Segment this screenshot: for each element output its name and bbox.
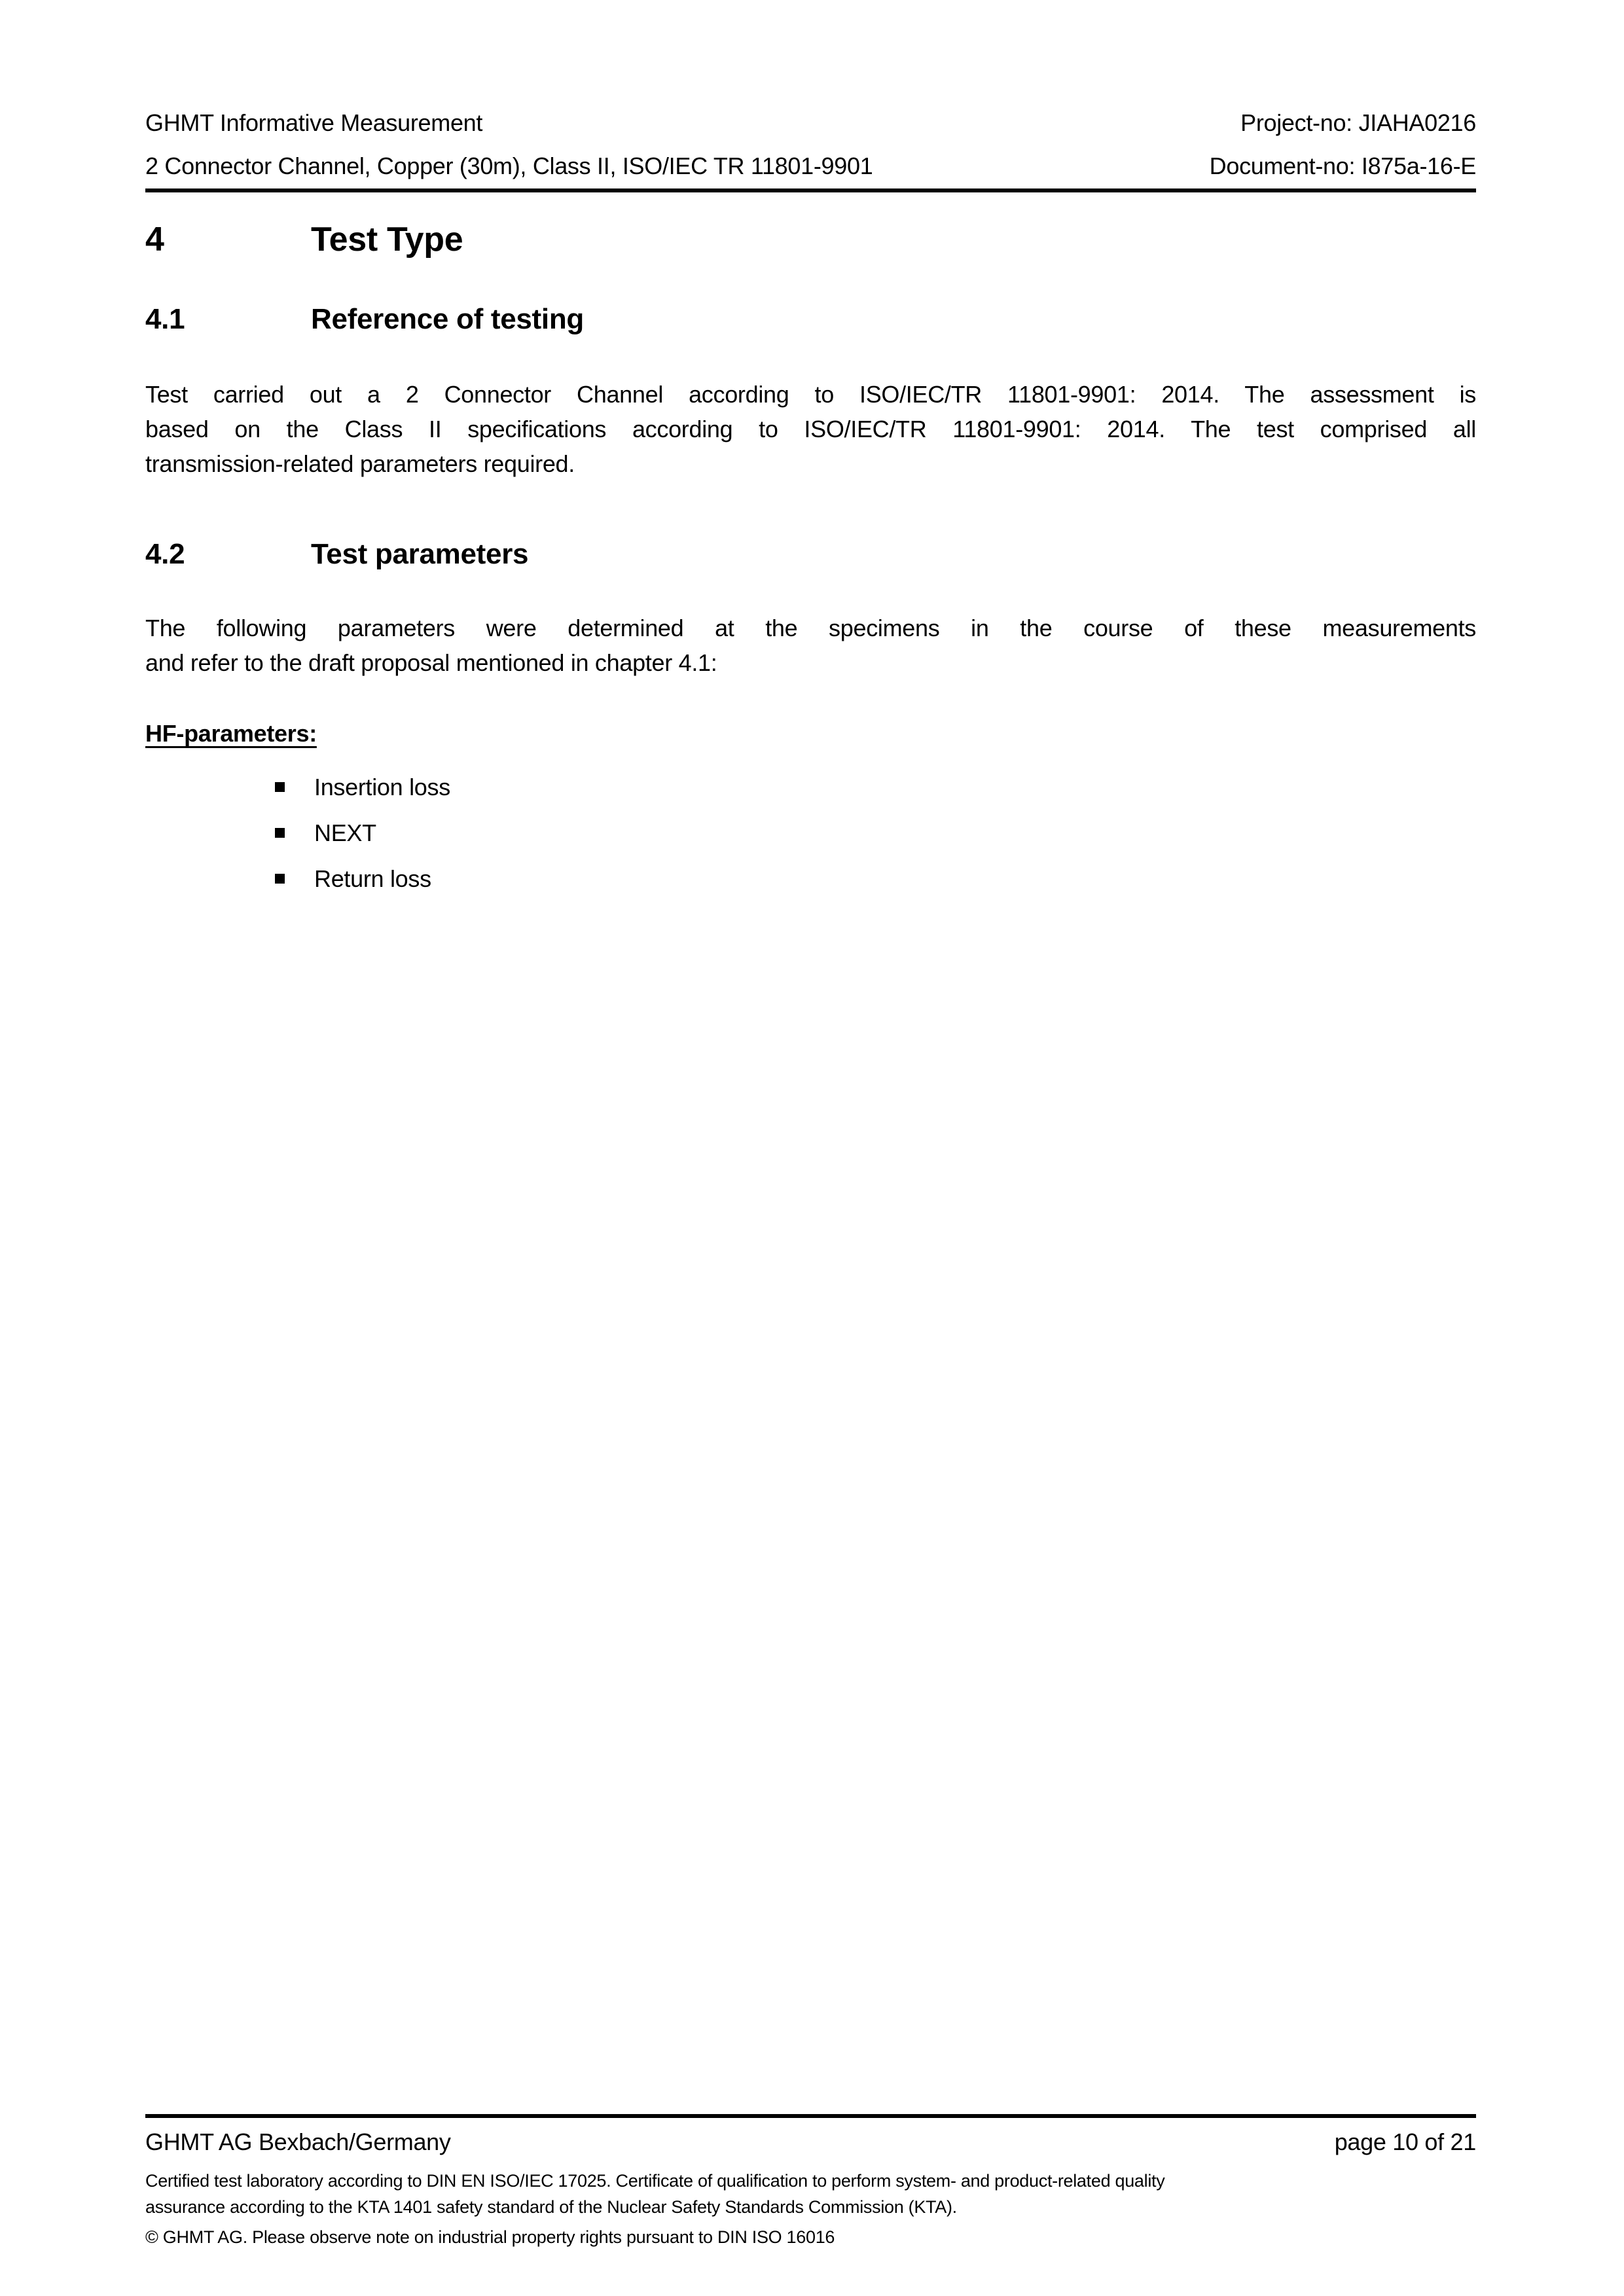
footer-copyright: © GHMT AG. Please observe note on industrial property rights pursuant to DIN ISO 16016 (145, 2227, 835, 2247)
list-item-label: Return loss (314, 865, 431, 892)
section-title: Test Type (311, 221, 463, 259)
section-number: 4.1 (145, 303, 185, 335)
paragraph-line: The following parameters were determined at the specimens in the course of these measurements (145, 615, 1476, 641)
header-rule (145, 188, 1476, 192)
section-title: Reference of testing (311, 303, 584, 335)
section-number: 4.2 (145, 538, 185, 570)
footer-rule (145, 2114, 1476, 2118)
header-subtitle: 2 Connector Channel, Copper (30m), Class II, ISO/IEC TR 11801-9901 (145, 152, 873, 179)
paragraph-4-1 (145, 377, 1476, 481)
footer-page-number: page 10 of 21 (1334, 2128, 1476, 2155)
paragraph-line: based on the Class II specifications according to ISO/IEC/TR 11801-9901: 2014. The test comprised all (145, 416, 1476, 442)
paragraph-4-2 (145, 611, 1476, 680)
hf-parameters-list (145, 774, 1476, 892)
section-heading-4 (145, 221, 1476, 258)
square-bullet-icon (275, 782, 285, 792)
page-content (145, 0, 1476, 912)
hf-parameters-label: HF-parameters: (145, 720, 317, 747)
section-heading-4-1 (145, 304, 1476, 335)
page-footer (145, 2105, 1476, 2249)
footer-certification-note (145, 2168, 1476, 2220)
footer-note-line: Certified test laboratory according to DIN EN ISO/IEC 17025. Certificate of qualification to perform system- and product-related quality (145, 2171, 1165, 2191)
section-title: Test parameters (311, 538, 529, 570)
footer-row (145, 2128, 1476, 2156)
paragraph-line: transmission-related parameters required. (145, 450, 575, 477)
header-row-2 (145, 153, 1476, 179)
list-item (145, 820, 1476, 846)
section-heading-4-2 (145, 539, 1476, 570)
header-row-1 (145, 110, 1476, 136)
list-item (145, 866, 1476, 892)
square-bullet-icon (275, 874, 285, 884)
paragraph-line: Test carried out a 2 Connector Channel according to ISO/IEC/TR 11801-9901: 2014. The assessment is (145, 381, 1476, 408)
list-item-label: Insertion loss (314, 774, 450, 800)
list-item (145, 774, 1476, 800)
list-item-label: NEXT (314, 819, 376, 846)
paragraph-line: and refer to the draft proposal mentioned in chapter 4.1: (145, 649, 717, 676)
square-bullet-icon (275, 828, 285, 838)
header-project-no: Project-no: JIAHA0216 (1240, 109, 1476, 136)
footer-company: GHMT AG Bexbach/Germany (145, 2128, 451, 2155)
header-document-no: Document-no: I875a-16-E (1209, 152, 1476, 179)
footer-note-line: assurance according to the KTA 1401 safety standard of the Nuclear Safety Standards Commission (KTA). (145, 2197, 957, 2217)
page-header (145, 0, 1476, 192)
header-title: GHMT Informative Measurement (145, 109, 483, 136)
section-number: 4 (145, 221, 164, 259)
